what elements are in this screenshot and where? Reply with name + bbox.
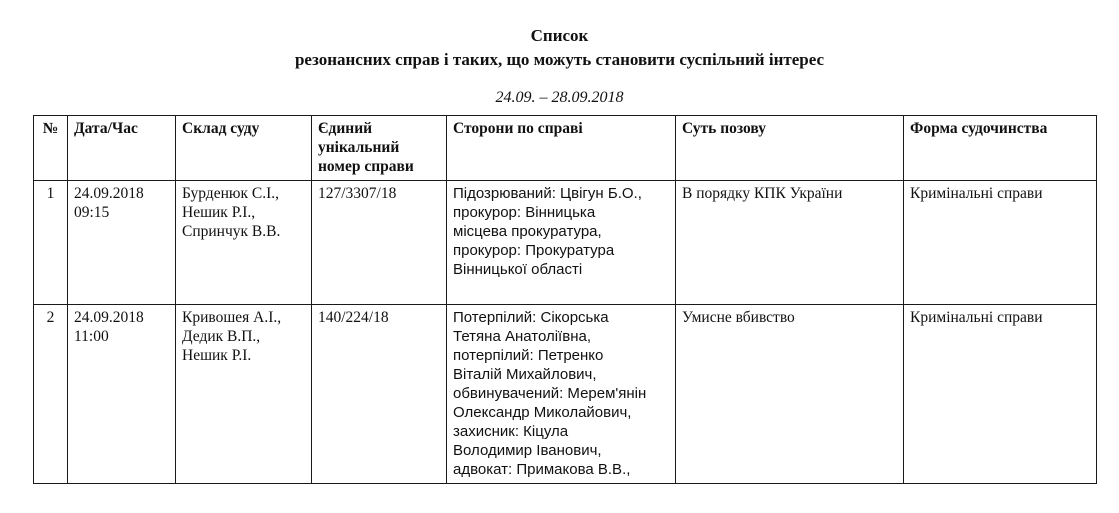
row-date: 24.09.2018 [74,309,144,326]
court-judge: Спринчук В.В. [182,223,281,240]
row-parties [447,305,676,484]
party-line: захисник: Кіцула [453,423,569,440]
party-line: прокурор: Вінницька [453,204,596,221]
row-form: Кримінальні справи [904,181,1097,305]
party-line: місцева прокуратура, [453,223,602,240]
court-judge: Кривошея А.І., [182,309,282,326]
court-judge: Нешик Р.І., [182,204,256,221]
party-line: Підозрюваний: Цвігун Б.О., [453,185,642,202]
row-num: 2 [34,305,68,484]
table-header-row [34,116,1097,181]
date-range: 24.09. – 28.09.2018 [495,89,624,106]
row-time: 09:15 [74,204,110,221]
party-line: Вінницької області [453,261,583,278]
header-num: № [34,116,68,181]
party-line: Володимир Іванович, [453,442,602,459]
party-line: обвинувачений: Мерем'янін [453,385,647,402]
header-parties: Сторони по справі [447,116,676,181]
party-line: Тетяна Анатоліївна, [453,328,591,345]
row-time: 11:00 [74,328,109,345]
document-subtitle: резонансних справ і таких, що можуть становити суспільний інтерес [294,50,825,69]
party-line: адвокат: Примакова В.В., [453,461,631,478]
header-court: Склад суду [176,116,312,181]
court-judge: Нешик Р.І. [182,347,252,364]
row-datetime [68,305,176,484]
row-datetime [68,181,176,305]
document-title: Список [530,26,589,45]
table-row [34,181,1097,305]
party-line: Олександр Миколайович, [453,404,632,421]
row-num: 1 [34,181,68,305]
header-datetime: Дата/Час [68,116,176,181]
party-line: Віталій Михайлович, [453,366,597,383]
row-date: 24.09.2018 [74,185,144,202]
party-line: потерпілий: Петренко [453,347,604,364]
court-judge: Дедик В.П., [182,328,261,345]
row-court [176,181,312,305]
court-judge: Бурденюк С.І., [182,185,279,202]
row-court [176,305,312,484]
row-case-number: 127/3307/18 [312,181,447,305]
table-row [34,305,1097,484]
party-line: Потерпілий: Сікорська [453,309,609,326]
row-case-number: 140/224/18 [312,305,447,484]
header-case-number: Єдиний унікальний номер справи [312,116,447,181]
row-form: Кримінальні справи [904,305,1097,484]
party-line: прокурор: Прокуратура [453,242,615,259]
header-form: Форма судочинства [904,116,1097,181]
header-claim: Суть позову [676,116,904,181]
row-claim: Умисне вбивство [676,305,904,484]
row-parties [447,181,676,305]
cases-table [33,115,1097,484]
row-claim: В порядку КПК України [676,181,904,305]
